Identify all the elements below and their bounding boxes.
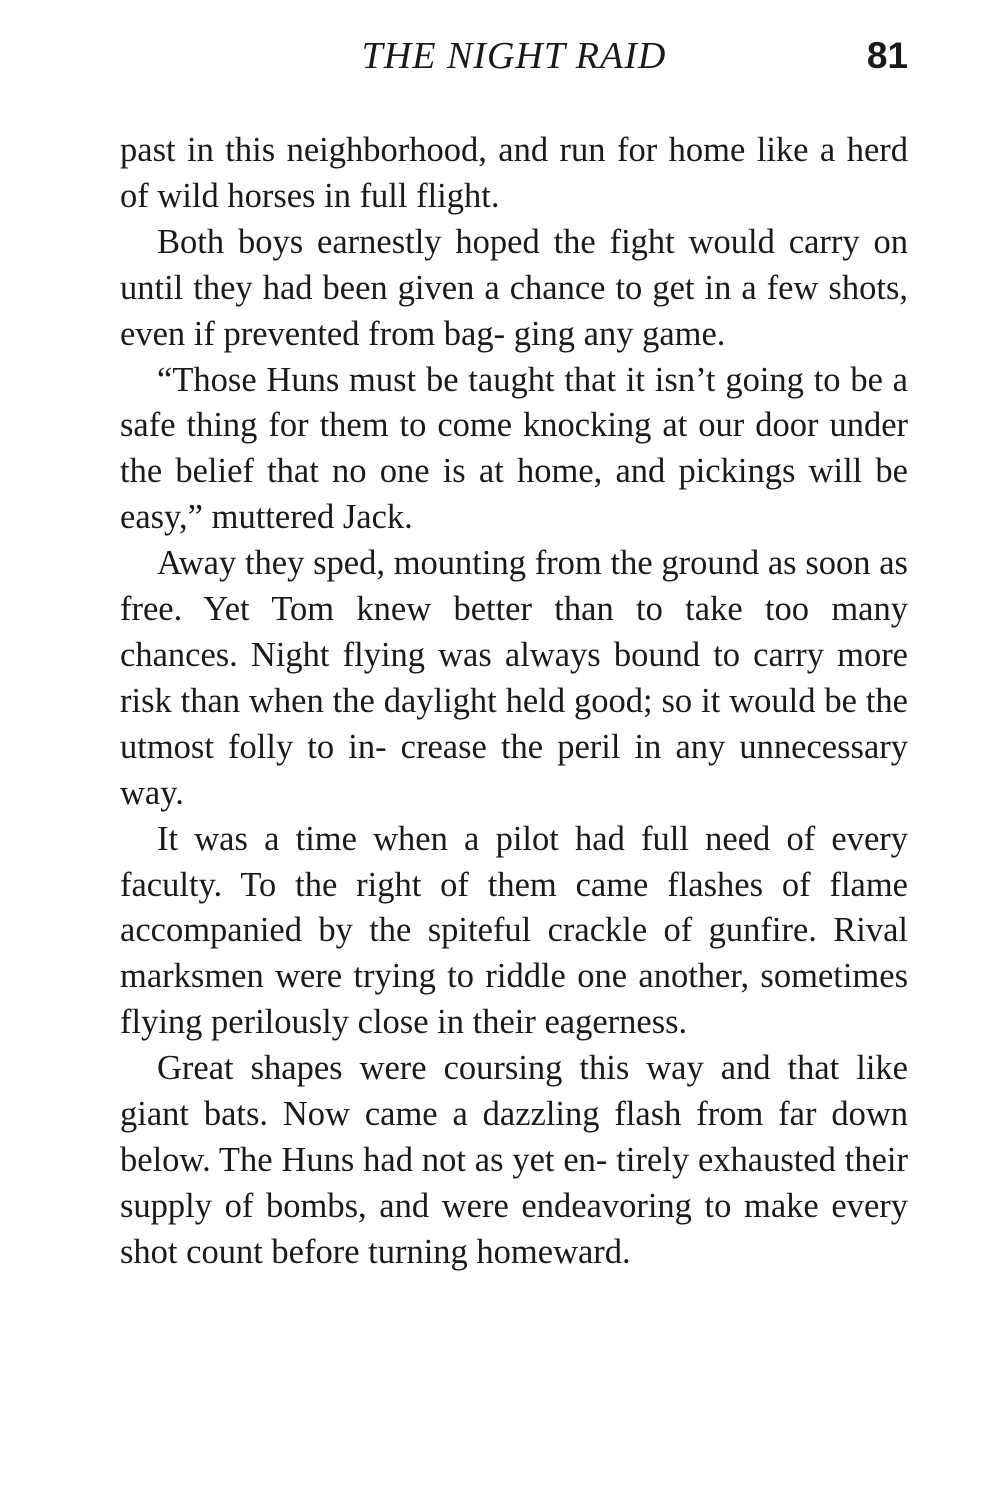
paragraph: “Those Huns must be taught that it isn’t going to be a safe thing for them to come knocking at our door under the belief that no one is at home, and pickings will be easy,” muttered Jack.: [120, 360, 908, 537]
paragraph: It was a time when a pilot had full need of every faculty. To the right of them came flashes of flame accompanied by the spiteful crackle of gunfire. Rival marksmen were trying to riddle one another, sometimes flying perilously close in their eagerness.: [120, 819, 908, 1042]
paragraph: Away they sped, mounting from the ground as soon as free. Yet Tom knew better than to take too many chances. Night flying was always bound to carry more risk than when the daylight held good; so it would be the utmost folly to in- crease the peril in any unnecessary way.: [120, 544, 908, 812]
body-text: [120, 128, 908, 1276]
page-header: [120, 28, 908, 88]
page-number: 81: [866, 35, 908, 76]
running-title: THE NIGHT RAID: [361, 35, 667, 77]
paragraph: Both boys earnestly hoped the fight would carry on until they had been given a chance to get in a few shots, even if prevented from bag- ging any game.: [120, 222, 908, 353]
paragraph: Great shapes were coursing this way and that like giant bats. Now came a dazzling flash from far down below. The Huns had not as yet en- tirely exhausted their supply of bombs, and were endeavoring to make every shot count before turning homeward.: [120, 1049, 908, 1271]
paragraph-continued: past in this neighborhood, and run for home like a herd of wild horses in full flight.: [120, 131, 908, 215]
